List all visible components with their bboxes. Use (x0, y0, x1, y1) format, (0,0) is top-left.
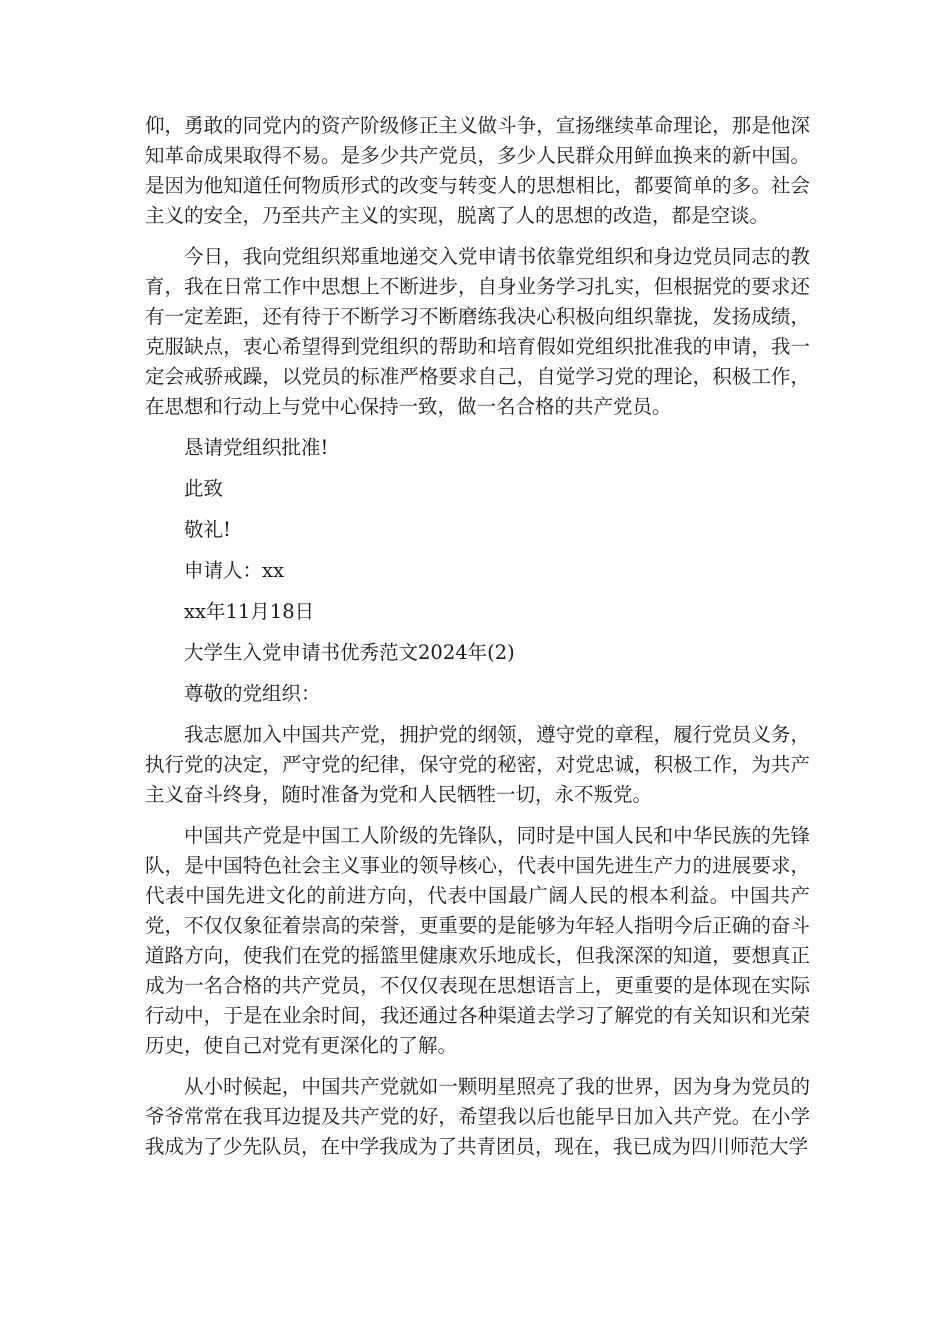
closing-salutation-2: 敬礼! (184, 518, 231, 541)
paragraph-pledge: 我志愿加入中国共产党，拥护党的纲领，遵守党的章程，履行党员义务，执行党的决定，严守党的纪律，保守党的秘密，对党忠诚，积极工作，为共产主义奋斗终身，随时准备为党和人民牺牲一切，永不叛党。 (145, 723, 810, 806)
second-letter-title: 大学生入党申请书优秀范文2024年(2) (184, 641, 515, 664)
second-letter-greeting: 尊敬的党组织： (184, 682, 321, 705)
paragraph-childhood: 从小时候起，中国共产党就如一颗明星照亮了我的世界，因为身为党员的爷爷常常在我耳边提及共产党的好，希望我以后也能早日加入共产党。在小学我成为了少先队员，在中学我成为了共青团员，现在，我已成为四川师范大学 (145, 1075, 810, 1158)
closing-request: 恳请党组织批准! (184, 436, 329, 459)
letter-date: xx年11月18日 (184, 600, 315, 623)
applicant-signature: 申请人：xx (184, 559, 284, 582)
document-body (145, 111, 810, 1173)
paragraph-continuation: 仰，勇敢的同党内的资产阶级修正主义做斗争，宣扬继续革命理论，那是他深知革命成果取得不易。是多少共产党员，多少人民群众用鲜血换来的新中国。是因为他知道任何物质形式的改变与转变人的思想相比，都要简单的多。社会主义的安全，乃至共产主义的实现，脱离了人的思想的改造，都是空谈。 (145, 114, 810, 227)
paragraph-submission: 今日，我向党组织郑重地递交入党申请书依靠党组织和身边党员同志的教育，我在日常工作中思想上不断进步，自身业务学习扎实，但根据党的要求还有一定差距，还有待于不断学习不断磨练我决心积极向组织靠拢，发扬成绩，克服缺点，衷心希望得到党组织的帮助和培育假如党组织批准我的申请，我一定会戒骄戒躁，以党员的标准严格要求自己，自觉学习党的理论，积极工作，在思想和行动上与党中心保持一致，做一名合格的共产党员。 (145, 245, 810, 418)
paragraph-party-description: 中国共产党是中国工人阶级的先锋队，同时是中国人民和中华民族的先锋队，是中国特色社会主义事业的领导核心，代表中国先进生产力的进展要求，代表中国先进文化的前进方向，代表中国最广阔人民的根本利益。中国共产党，不仅仅象征着崇高的荣誉，更重要的是能够为年轻人指明今后正确的奋斗道路方向，使我们在党的摇篮里健康欢乐地成长，但我深深的知道，要想真正成为一名合格的共产党员，不仅仅表现在思想语言上，更重要的是体现在实际行动中，于是在业余时间，我还通过各种渠道去学习了解党的有关知识和光荣历史，使自己对党有更深化的了解。 (145, 824, 810, 1057)
closing-salutation-1: 此致 (184, 477, 224, 500)
